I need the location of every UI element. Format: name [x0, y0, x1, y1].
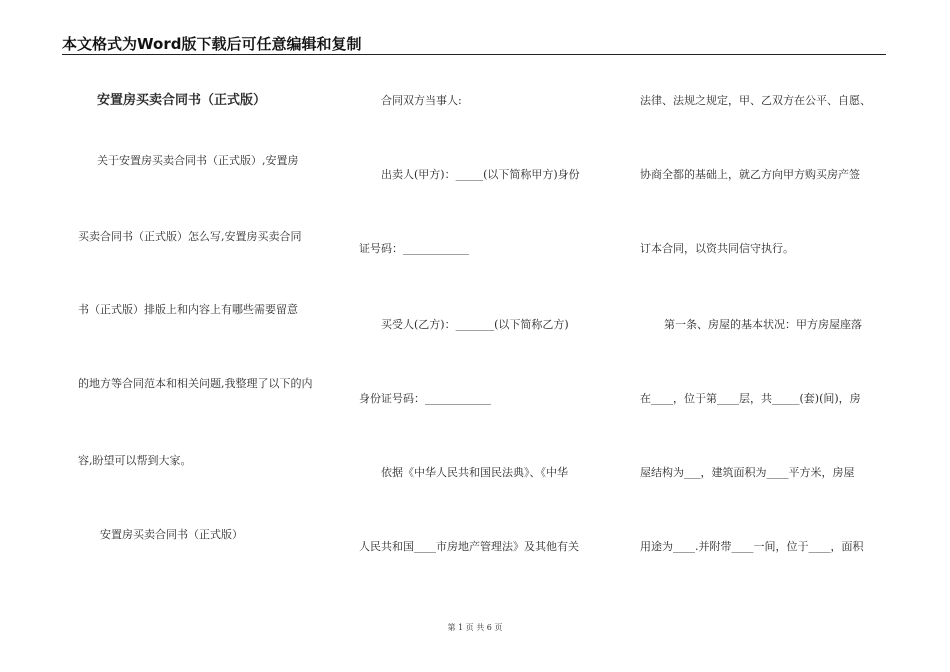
paragraph-line: 在____，位于第____层，共_____(套)(间)，房: [640, 392, 861, 405]
paragraph-line: 屋结构为___，建筑面积为____平方米，房屋: [640, 466, 855, 479]
paragraph-line: 书（正式版）排版上和内容上有哪些需要留意: [78, 303, 298, 316]
paragraph-line: 订本合同，以资共同信守执行。: [640, 242, 794, 255]
paragraph-line: 容,盼望可以帮到大家。: [78, 454, 192, 467]
paragraph-line: 买受人(乙方)：_______(以下简称乙方): [381, 318, 569, 331]
paragraph-line: 合同双方当事人:: [381, 94, 462, 107]
paragraph-line: 关于安置房买卖合同书（正式版）,安置房: [97, 154, 299, 167]
paragraph-line: 买卖合同书（正式版）怎么写,安置房买卖合同: [78, 230, 302, 243]
document-header: [62, 30, 886, 55]
paragraph-line: 身份证号码：____________: [359, 392, 491, 405]
header-notice: 本文格式为Word版下载后可任意编辑和复制: [62, 35, 362, 53]
section-heading: 安置房买卖合同书（正式版）: [100, 528, 243, 541]
document-title: 安置房买卖合同书（正式版）: [97, 93, 267, 108]
paragraph-line: 协商全都的基础上，就乙方向甲方购买房产签: [640, 168, 860, 181]
paragraph-line: 证号码：____________: [359, 242, 469, 255]
paragraph-line: 法律、法规之规定，甲、乙双方在公平、自愿、: [640, 94, 871, 107]
paragraph-line: 依据《中华人民共和国民法典》、《中华: [381, 466, 568, 479]
paragraph-line: 第一条、房屋的基本状况：甲方房屋座落: [664, 318, 862, 331]
paragraph-line: 人民共和国____市房地产管理法》及其他有关: [359, 540, 579, 553]
paragraph-line: 的地方等合同范本和相关问题,我整理了以下的内: [78, 377, 313, 390]
page-number: 第 1 页 共 6 页: [447, 623, 503, 632]
paragraph-line: 用途为____.并附带____一间，位于____，面积: [640, 540, 864, 553]
paragraph-line: 出卖人(甲方)：_____(以下简称甲方)身份: [381, 168, 580, 181]
